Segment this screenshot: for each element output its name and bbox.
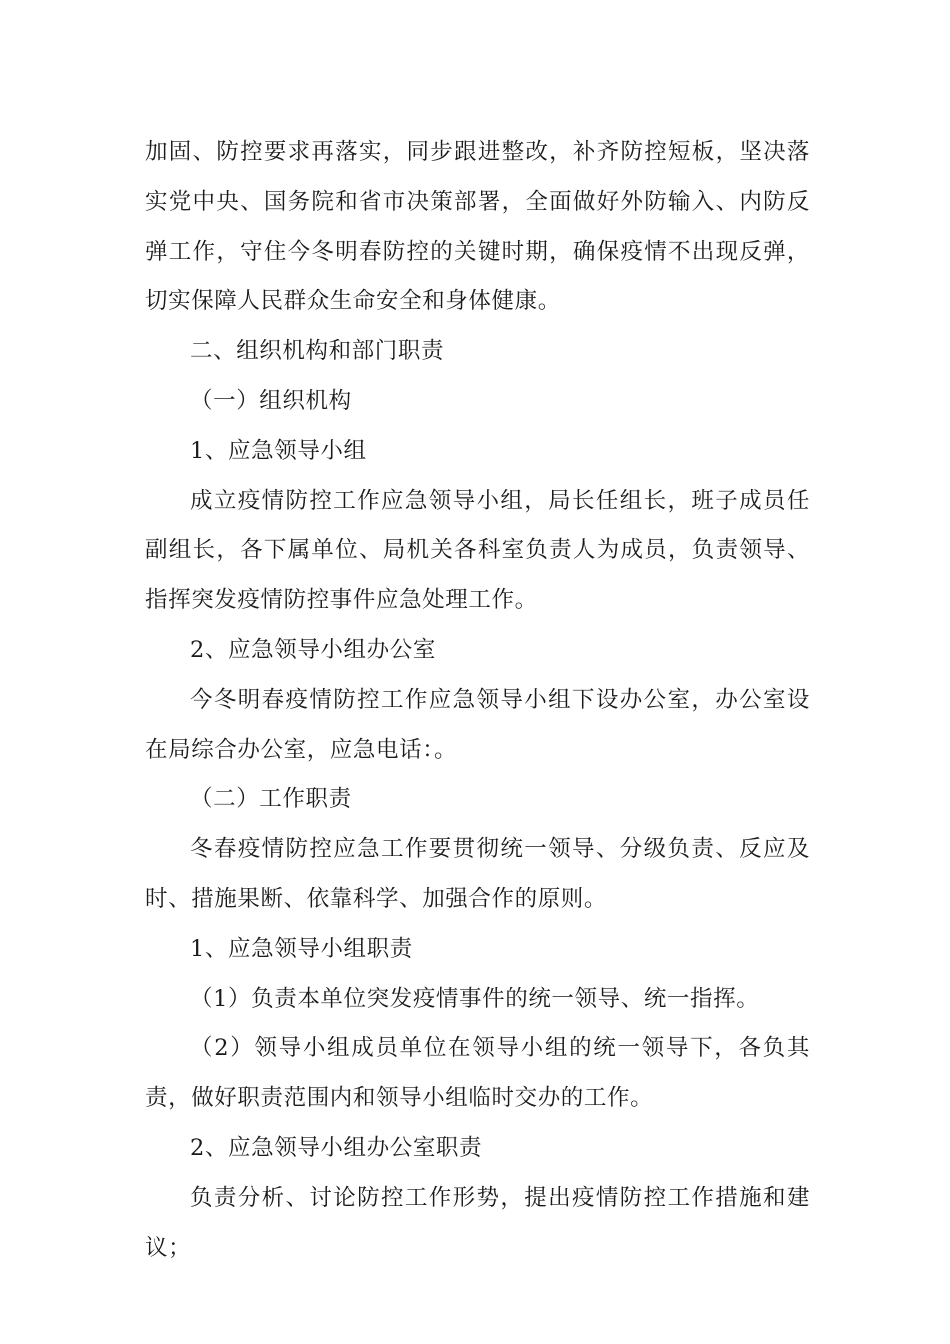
paragraph-leading-group: 成立疫情防控工作应急领导小组，局长任组长，班子成员任副组长，各下属单位、局机关各科室负责人为成员，负责领导、指挥突发疫情防控事件应急处理工作。: [145, 487, 810, 614]
list-item-duty-1: （1）负责本单位突发疫情事件的统一领导、统一指挥。: [190, 985, 760, 1012]
item-heading-office-duties: 2、应急领导小组办公室职责: [190, 1134, 483, 1161]
item-heading-group-duties: 1、应急领导小组职责: [190, 935, 413, 962]
paragraph-office-duties: 负责分析、讨论防控工作形势，提出疫情防控工作措施和建议；: [145, 1184, 810, 1261]
subsection-heading-duties: （二）工作职责: [190, 786, 352, 813]
paragraph-group-office: 今冬明春疫情防控工作应急领导小组下设办公室，办公室设在局综合办公室，应急电话：。: [145, 686, 810, 763]
item-heading-group-office: 2、应急领导小组办公室: [190, 636, 436, 663]
section-heading-organization: 二、组织机构和部门职责: [190, 338, 445, 365]
document-body: [145, 128, 810, 1273]
paragraph-continuation: 加固、防控要求再落实，同步跟进整改，补齐防控短板，坚决落实党中央、国务院和省市决策部署，全面做好外防输入、内防反弹工作，守住今冬明春防控的关键时期，确保疫情不出现反弹，切实保障人民群众生命安全和身体健康。: [145, 139, 810, 315]
paragraph-duty-principles: 冬春疫情防控应急工作要贯彻统一领导、分级负责、反应及时、措施果断、依靠科学、加强合作的原则。: [145, 836, 810, 912]
item-heading-leading-group: 1、应急领导小组: [190, 437, 367, 464]
list-item-duty-2: （2）领导小组成员单位在领导小组的统一领导下，各负其责，做好职责范围内和领导小组临时交办的工作。: [145, 1035, 810, 1112]
subsection-heading-structure: （一）组织机构: [190, 387, 352, 414]
